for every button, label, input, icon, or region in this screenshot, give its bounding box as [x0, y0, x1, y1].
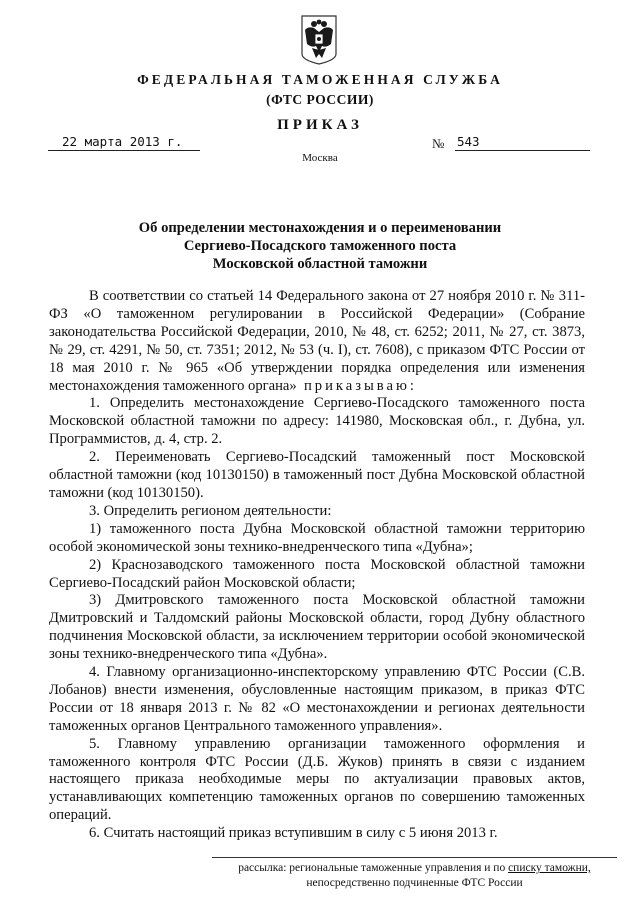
- organization-short-name: (ФТС РОССИИ): [266, 92, 374, 107]
- preamble: [49, 288, 585, 395]
- item-4: 4. Главному организационно-инспекторскому управлению ФТС России (С.В. Лобанов) внести изменения, обусловленные настоящим приказом, в приказ ФТС России от 18 января 2013 г. № 82 «О местонахождении и регионах деятельности таможенных органов Центрального таможенного управления».: [49, 664, 585, 734]
- title-line-2: Сергиево-Посадского таможенного поста: [183, 238, 457, 254]
- title-line-1: Об определении местонахождения и о переименовании: [138, 220, 502, 236]
- distribution-list: [212, 861, 617, 891]
- distribution-line-1: [212, 861, 617, 876]
- document-type: ПРИКАЗ: [277, 117, 363, 133]
- order-word: приказываю:: [303, 377, 417, 394]
- document-number: 543: [457, 134, 480, 149]
- distribution-divider: [212, 857, 617, 858]
- number-label: №: [432, 136, 445, 151]
- item-3: 3. Определить регионом деятельности:: [89, 502, 332, 519]
- item-1: 1. Определить местонахождение Сергиево-Посадского таможенного поста Московской областной таможни по адресу: 141980, Московская обл., г. Дубна, ул. Программистов, д. 4, стр. 2.: [49, 395, 585, 448]
- item-3-2: 2) Краснозаводского таможенного поста Московской областной таможни Сергиево-Посадский район Московской области;: [49, 556, 585, 591]
- item-5: 5. Главному управлению организации таможенного оформления и таможенного контроля ФТС России (Д.Б. Жуков) принять в связи с изданием настоящего приказа необходимые меры по актуализации правовых актов, устанавливающих компетенцию таможенных органов по совершению таможенных операций.: [49, 735, 585, 824]
- coat-of-arms-icon: [300, 14, 338, 66]
- city: Москва: [302, 152, 338, 164]
- date-field: [48, 135, 200, 151]
- item-2: 2. Переименовать Сергиево-Посадский таможенный пост Московской областной таможни (код 10130150) в таможенный пост Дубна Московской областной таможни (код 10130150).: [49, 449, 585, 501]
- preamble-text: В соответствии со статьей 14 Федерального закона от 27 ноября 2010 г. № 311-ФЗ «О таможенном регулировании в Российской Федерации» (Собрание законодательства Российской Федерации, 2010, № 48, ст. 6252; 2011, № 27, ст. 3873, № 29, ст. 4291, № 50, ст. 7351; 2012, № 53 (ч. I), ст. 7608), с приказом ФТС России от 18 мая 2010 г. № 965 «Об утверждении порядка определения или изменения местонахождения таможенного органа»: [49, 288, 585, 394]
- document-title: [0, 219, 640, 273]
- document-body: [49, 288, 585, 843]
- distribution-underlined: списку таможни,: [508, 862, 591, 874]
- item-6: 6. Считать настоящий приказ вступившим в силу с 5 июня 2013 г.: [89, 825, 498, 842]
- item-3-1: 1) таможенного поста Дубна Московской областной таможни территорию особой экономической зоны технико-внедренческого типа «Дубна»;: [49, 520, 585, 555]
- organization-name: ФЕДЕРАЛЬНАЯ ТАМОЖЕННАЯ СЛУЖБА: [137, 72, 503, 87]
- item-3-3: 3) Дмитровского таможенного поста Московской областной таможни Дмитровский и Талдомский районы Московской области, город Дубну областного подчинения Московской области, за исключением территории особой экономической зоны технико-внедренческого типа «Дубна».: [49, 592, 585, 663]
- distribution-line-2: непосредственно подчиненные ФТС России: [306, 877, 523, 889]
- document-date: 22 марта 2013 г.: [62, 134, 183, 149]
- distribution-prefix: рассылка: региональные таможенные управления и по: [238, 862, 509, 874]
- number-field: [455, 135, 590, 151]
- title-line-3: Московской областной таможни: [212, 256, 428, 272]
